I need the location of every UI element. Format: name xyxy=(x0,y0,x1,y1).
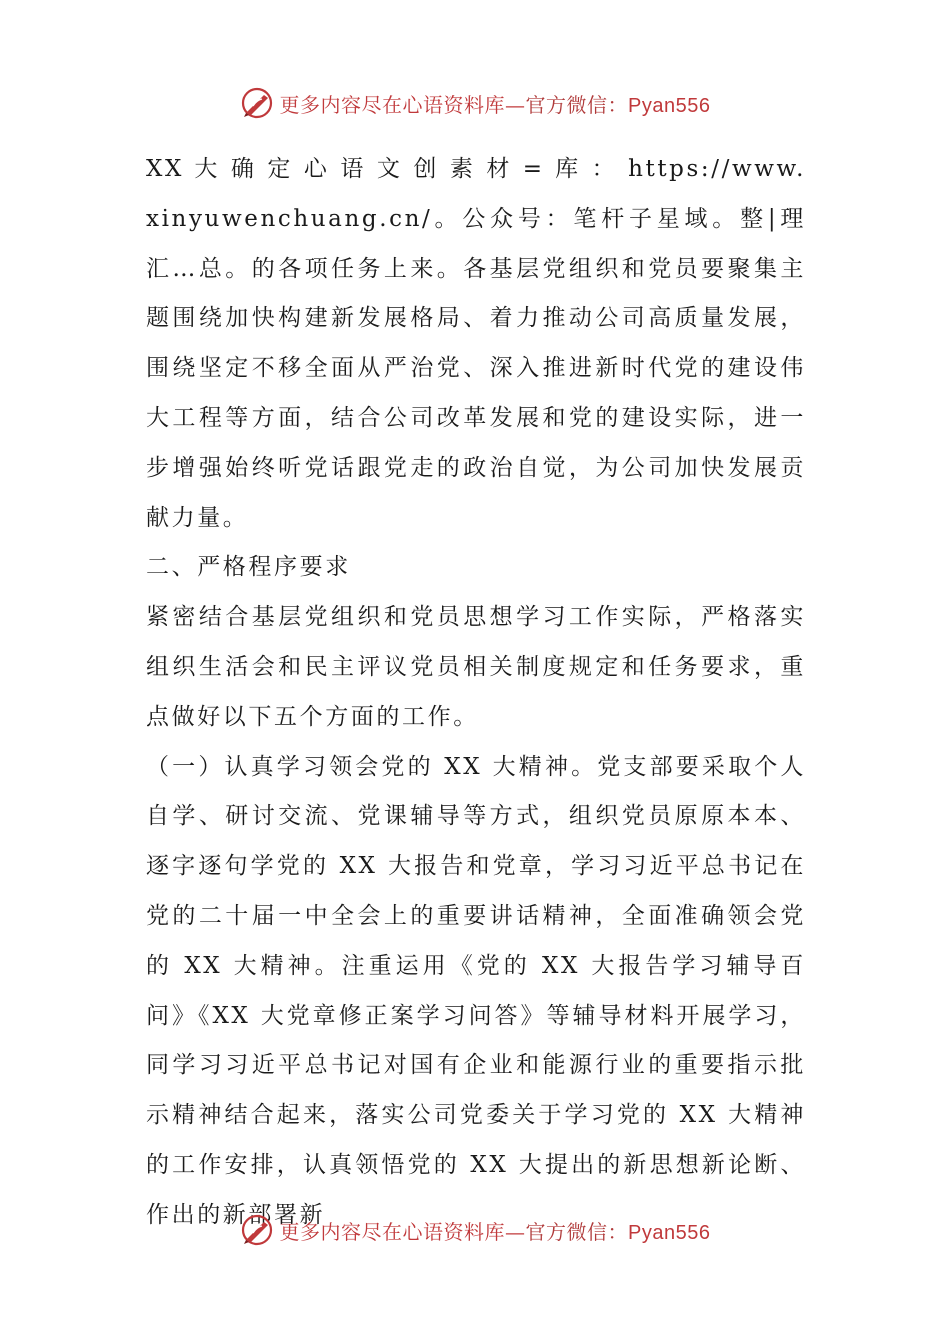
watermark-wechat-id: Pyan556 xyxy=(628,94,711,117)
pen-logo-icon xyxy=(240,1213,274,1247)
header-watermark-banner xyxy=(0,81,950,125)
body-paragraph: XX 大 确 定 心 语 文 创 素 材 = 库 ： https://www.xinyuwenchuang.cn/。公众号：笔杆子星域。整|理汇…总。的各项任务上来。各基层党组织和党员要聚集主题围绕加快构建新发展格局、着力推动公司高质量发展，围绕坚定不移全面从严治党、深入推进新时代党的建设伟大工程等方面，结合公司改革发展和党的建设实际，进一步增强始终听党话跟党走的政治自觉，为公司加快发展贡献力量。 xyxy=(146,156,806,531)
watermark-wechat-label: 官方微信： xyxy=(525,1219,629,1244)
watermark-main-text: 更多内容尽在心语资料库— xyxy=(279,1219,526,1244)
section-heading: 二、严格程序要求 xyxy=(146,554,351,581)
watermark-wechat-id: Pyan556 xyxy=(628,1221,711,1244)
document-body xyxy=(146,145,806,1241)
watermark-main-text: 更多内容尽在心语资料库— xyxy=(279,92,526,117)
watermark-text xyxy=(280,89,711,118)
body-paragraph: （一）认真学习领会党的 XX 大精神。党支部要采取个人自学、研讨交流、党课辅导等方式，组织党员原原本本、逐字逐句学党的 XX 大报告和党章，学习习近平总书记在党的二十届一中全会上的重要讲话精神，全面准确领会党的 XX 大精神。注重运用《党的 XX 大报告学习辅导百问》《XX 大党章修正案学习问答》等辅导材料开展学习，同学习习近平总书记对国有企业和能源行业的重要指示批示精神结合起来，落实公司党委关于学习党的 XX 大精神的工作安排，认真领悟党的 XX 大提出的新思想新论断、作出的新部署新 xyxy=(146,753,806,1228)
watermark-wechat-label: 官方微信： xyxy=(525,92,629,117)
footer-watermark-banner xyxy=(0,1208,950,1252)
body-paragraph: 紧密结合基层党组织和党员思想学习工作实际，严格落实组织生活会和民主评议党员相关制度规定和任务要求，重点做好以下五个方面的工作。 xyxy=(146,604,806,730)
pen-logo-icon xyxy=(240,86,274,120)
watermark-text xyxy=(280,1216,711,1245)
